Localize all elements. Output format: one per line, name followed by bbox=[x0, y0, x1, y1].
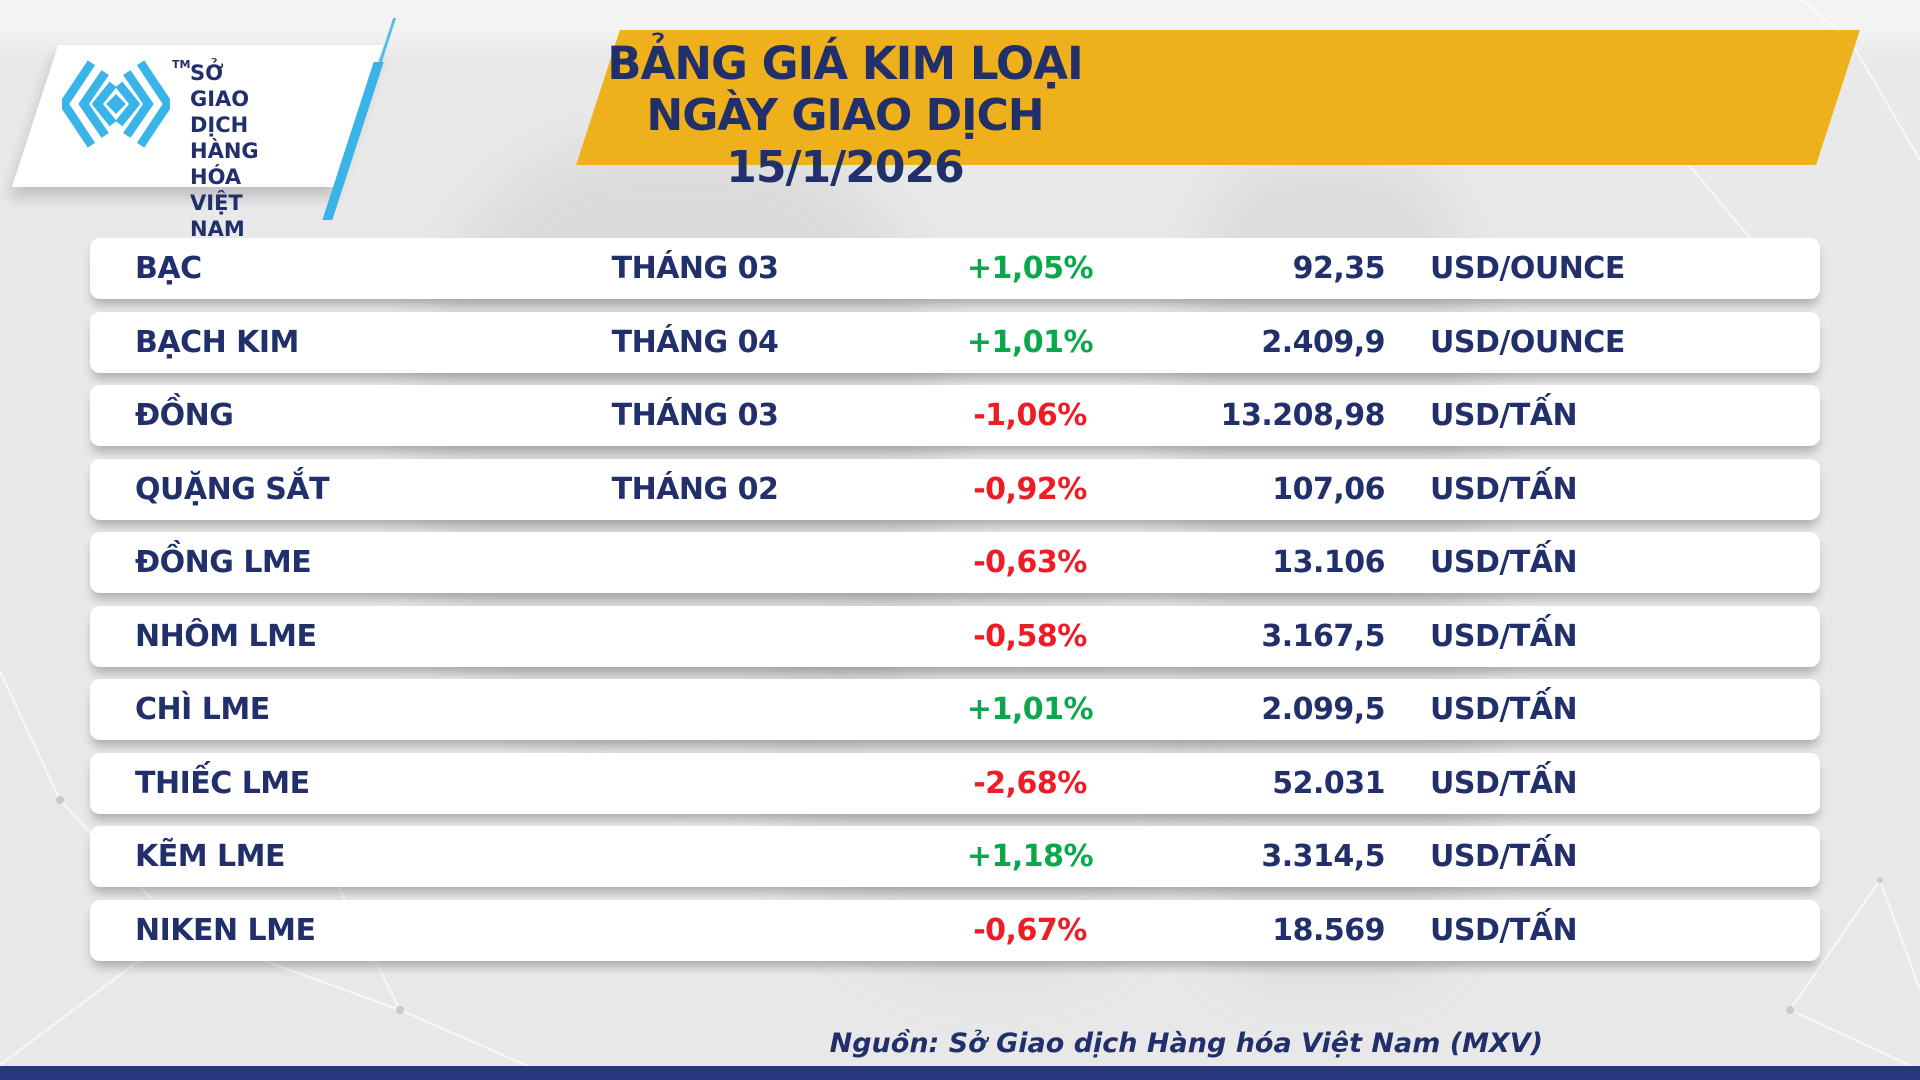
contract-month: THÁNG 04 bbox=[611, 324, 779, 360]
source-note: Nguồn: Sở Giao dịch Hàng hóa Việt Nam (MXV) bbox=[829, 1028, 1543, 1059]
title-line-1: BẢNG GIÁ KIM LOẠI bbox=[607, 37, 1083, 90]
contract-month bbox=[545, 679, 845, 740]
contract-month: THÁNG 02 bbox=[611, 471, 779, 507]
unit-label: USD/TẤN bbox=[1430, 398, 1578, 433]
table-row bbox=[90, 532, 1820, 593]
table-row bbox=[90, 238, 1820, 299]
change-percent: -0,67% bbox=[973, 912, 1087, 948]
metal-name: ĐỒNG LME bbox=[135, 545, 312, 580]
price-value: 3.314,5 bbox=[1261, 839, 1385, 874]
unit-label: USD/TẤN bbox=[1430, 618, 1578, 654]
change-percent: +1,05% bbox=[966, 251, 1094, 286]
contract-month bbox=[545, 900, 845, 961]
unit-label: USD/TẤN bbox=[1430, 545, 1578, 580]
metal-name: QUẶNG SẮT bbox=[135, 471, 330, 507]
metal-name: ĐỒNG bbox=[135, 398, 234, 433]
logo-org-name bbox=[190, 60, 259, 242]
unit-label: USD/TẤN bbox=[1430, 471, 1578, 507]
unit-label: USD/OUNCE bbox=[1430, 251, 1625, 286]
table-row bbox=[90, 312, 1820, 373]
contract-month: THÁNG 03 bbox=[611, 398, 779, 433]
mxv-logo-icon bbox=[62, 56, 170, 152]
table-row bbox=[90, 679, 1820, 740]
bottom-accent-bar bbox=[0, 1066, 1920, 1080]
metal-name: NHÔM LME bbox=[135, 618, 317, 654]
title-line-2: NGÀY GIAO DỊCH 15/1/2026 bbox=[646, 90, 1044, 193]
price-value: 13.208,98 bbox=[1220, 398, 1385, 433]
price-value: 52.031 bbox=[1272, 765, 1385, 801]
change-percent: -2,68% bbox=[973, 765, 1087, 801]
table-row bbox=[90, 606, 1820, 667]
unit-label: USD/TẤN bbox=[1430, 765, 1578, 801]
unit-label: USD/TẤN bbox=[1430, 692, 1578, 727]
table-row bbox=[90, 753, 1820, 814]
logo-org-line: SỞ GIAO DỊCH bbox=[190, 61, 250, 137]
contract-month bbox=[545, 826, 845, 887]
price-value: 2.409,9 bbox=[1261, 324, 1385, 360]
change-percent: +1,18% bbox=[966, 839, 1094, 874]
metal-name: THIẾC LME bbox=[135, 765, 310, 801]
price-value: 13.106 bbox=[1272, 545, 1385, 580]
page-title bbox=[560, 38, 1130, 194]
metal-name: BẠC bbox=[135, 251, 202, 286]
price-value: 3.167,5 bbox=[1261, 618, 1385, 654]
unit-label: USD/TẤN bbox=[1430, 839, 1578, 874]
metal-name: CHÌ LME bbox=[135, 692, 270, 727]
price-value: 2.099,5 bbox=[1261, 692, 1385, 727]
price-value: 107,06 bbox=[1272, 471, 1385, 507]
price-value: 92,35 bbox=[1292, 251, 1385, 286]
table-row bbox=[90, 459, 1820, 520]
table-row bbox=[90, 385, 1820, 446]
contract-month: THÁNG 03 bbox=[611, 251, 779, 286]
contract-month bbox=[545, 753, 845, 814]
trademark-symbol: TM bbox=[172, 58, 191, 71]
contract-month bbox=[545, 606, 845, 667]
metal-name: BẠCH KIM bbox=[135, 324, 299, 360]
table-row bbox=[90, 826, 1820, 887]
change-percent: -0,63% bbox=[973, 545, 1087, 580]
table-row bbox=[90, 900, 1820, 961]
contract-month bbox=[545, 532, 845, 593]
metal-name: KẼM LME bbox=[135, 839, 286, 874]
unit-label: USD/OUNCE bbox=[1430, 324, 1625, 360]
metal-name: NIKEN LME bbox=[135, 912, 316, 948]
unit-label: USD/TẤN bbox=[1430, 912, 1578, 948]
change-percent: -0,92% bbox=[973, 471, 1087, 507]
change-percent: -0,58% bbox=[973, 618, 1087, 654]
logo-org-line: VIỆT NAM bbox=[190, 191, 245, 241]
change-percent: +1,01% bbox=[966, 324, 1094, 360]
change-percent: -1,06% bbox=[973, 398, 1087, 433]
change-percent: +1,01% bbox=[966, 692, 1094, 727]
price-value: 18.569 bbox=[1272, 912, 1385, 948]
logo-org-line: HÀNG HÓA bbox=[190, 139, 259, 189]
